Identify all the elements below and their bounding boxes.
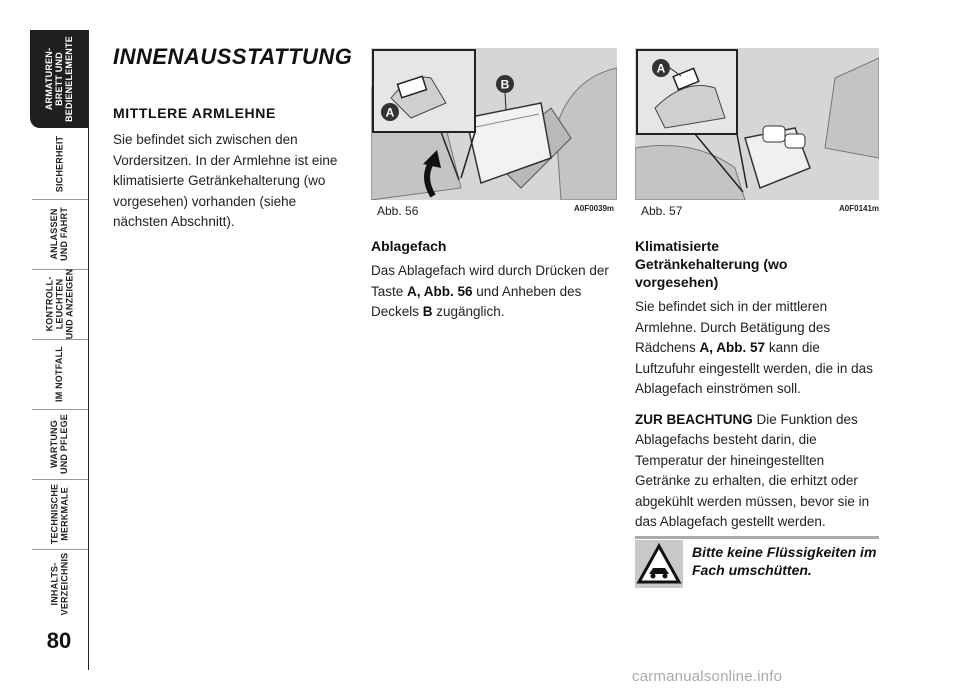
tab-armaturenbrett[interactable]	[30, 30, 88, 128]
figure-57-label-a: A	[656, 61, 666, 76]
tab-label: WARTUNG UND PFLEGE	[49, 413, 70, 475]
figure-56-code: A0F0039m	[574, 204, 615, 213]
tab-label: TECHNISCHE MERKMALE	[49, 483, 70, 545]
chapter-sidebar	[0, 0, 92, 692]
ablagefach-section	[371, 237, 617, 323]
getraenkehalterung-paragraph: Sie befindet sich in der mittleren Armlehne. Durch Betätigung des Rädchens A, Abb. 57 kann die Luftzufuhr eingestellt werden, die in das Ablagefach einströmen soll.	[635, 299, 873, 396]
ablagefach-heading: Ablagefach	[371, 238, 447, 254]
tab-kontrollleuchten[interactable]	[30, 270, 88, 338]
section-subtitle: MITTLERE ARMLEHNE	[113, 105, 276, 121]
tab-technische-merkmale[interactable]	[30, 480, 88, 548]
tab-anlassen[interactable]	[30, 200, 88, 268]
watermark: carmanualsonline.info	[632, 668, 783, 685]
warning-text: Bitte keine Flüssigkeiten im Fach umschütten.	[692, 544, 877, 578]
figure-56-illustration	[371, 48, 617, 200]
note-heading: ZUR BEACHTUNG	[635, 411, 753, 427]
ablagefach-paragraph: Das Ablagefach wird durch Drücken der Taste A, Abb. 56 und Anheben des Deckels B zugänglich.	[371, 263, 609, 319]
getraenkehalterung-heading: Klimatisierte Getränkehalterung (wo vorgesehen)	[635, 238, 788, 290]
intro-paragraph: Sie befindet sich zwischen den Vordersitzen. In der Armlehne ist eine klimatisierte Getränkehalterung (wo vorgesehen) vorhanden (siehe nächsten Abschnitt).	[113, 132, 338, 229]
tab-label: SICHERHEIT	[53, 135, 64, 193]
ref-abb-57: A, Abb. 57	[699, 340, 766, 355]
figure-57-caption: Abb. 57	[641, 204, 683, 218]
note-paragraph: ZUR BEACHTUNG Die Funktion des Ablagefachs besteht darin, die Temperatur der hineingestellten Getränke zu erhalten, die erhitzt oder abgekühlt werden müssen, bevor sie in das Ablagefach gestellt werden.	[635, 411, 870, 529]
tab-label: INHALTS- VERZEICHNIS	[49, 552, 69, 616]
car-warning-triangle-icon	[635, 540, 683, 588]
figure-57-code: A0F0141m	[839, 204, 880, 213]
figure-57-illustration	[635, 48, 879, 200]
tab-label: ANLASSEN UND FAHRT	[48, 207, 69, 261]
figure-56-label-b: B	[500, 77, 510, 92]
tab-wartung[interactable]	[30, 410, 88, 478]
page-number: 80	[46, 628, 72, 653]
warning-rule	[635, 536, 879, 539]
tab-label: ARMATUREN- BRETT UND BEDIENELEMENTE	[44, 36, 74, 122]
ref-lid-b: B	[422, 304, 433, 319]
figure-56-caption: Abb. 56	[377, 204, 419, 218]
tab-inhaltsverzeichnis[interactable]	[30, 550, 88, 618]
page-title: INNENAUSSTATTUNG	[113, 44, 353, 69]
sidebar-rule	[88, 30, 89, 670]
tab-notfall[interactable]	[30, 340, 88, 408]
tab-label: IM NOTFALL	[54, 346, 64, 402]
tab-label: KONTROLL- LEUCHTEN UND ANZEIGEN	[44, 268, 75, 340]
getraenkehalterung-section	[635, 237, 879, 533]
armrest-storage-drawing	[371, 48, 617, 200]
cooled-cupholder-drawing	[635, 48, 879, 200]
figure-56-label-a: A	[385, 105, 395, 120]
ref-abb-56: A, Abb. 56	[407, 283, 473, 299]
tab-sicherheit[interactable]	[30, 130, 88, 198]
